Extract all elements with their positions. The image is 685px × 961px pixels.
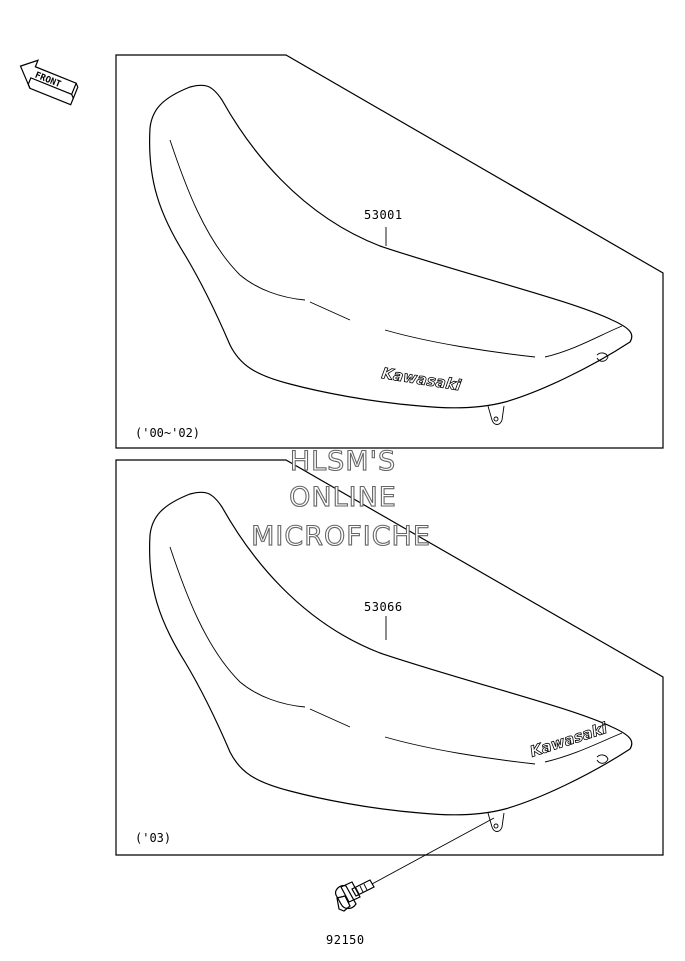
watermark-line-2: ONLINE [289, 482, 397, 513]
leader-line-92150 [372, 818, 494, 884]
bottom-panel-frame [116, 460, 663, 855]
part-number-53066: 53066 [364, 600, 403, 614]
seat-53001 [150, 85, 632, 424]
watermark [251, 446, 431, 552]
part-number-92150: 92150 [326, 933, 365, 947]
bolt-92150-icon [336, 880, 374, 911]
seat-brand-logo: Kawasaki [527, 718, 610, 761]
front-label: FRONT [33, 70, 63, 91]
watermark-line-1: HLSM'S [289, 446, 397, 477]
part-number-53001: 53001 [364, 208, 403, 222]
front-arrow-icon [14, 55, 81, 105]
year-range-top: ('00~'02) [135, 426, 201, 440]
year-range-bottom: ('03) [135, 831, 172, 845]
top-panel-frame [116, 55, 663, 448]
seat-brand-logo: Kawasaki [380, 364, 463, 395]
watermark-line-3: MICROFICHE [251, 521, 431, 552]
